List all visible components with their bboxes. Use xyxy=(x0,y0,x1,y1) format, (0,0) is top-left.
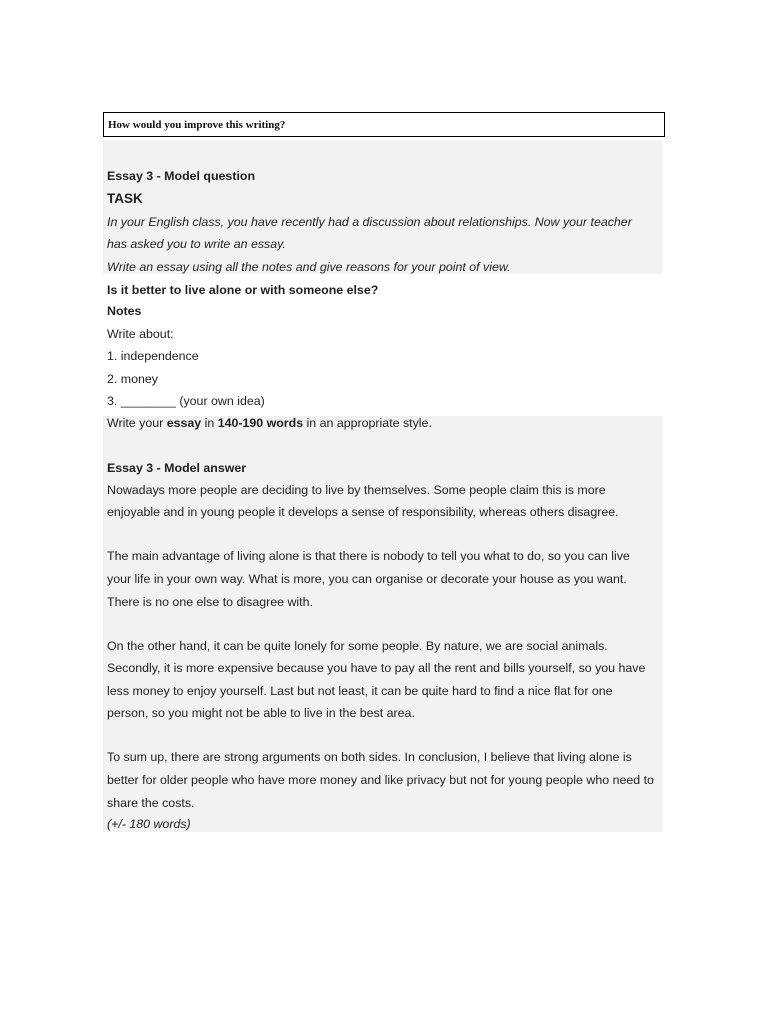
requirement-text: in xyxy=(201,416,218,430)
paragraph-3-line: less money to enjoy yourself. Last but not least, it can be quite hard to find a nice flat for one xyxy=(107,684,613,698)
answer-shade xyxy=(103,416,662,832)
word-count: (+/- 180 words) xyxy=(107,817,191,831)
paragraph-2-line: The main advantage of living alone is that there is nobody to tell you what to do, so you can live xyxy=(107,549,630,563)
requirement-text: in an appropriate style. xyxy=(303,416,432,430)
requirement-text: Write your xyxy=(107,416,167,430)
paragraph-2-line: There is no one else to disagree with. xyxy=(107,595,313,609)
paragraph-3-line: Secondly, it is more expensive because you have to pay all the rent and bills yourself, so you have xyxy=(107,661,646,675)
paragraph-4-line: To sum up, there are strong arguments on both sides. In conclusion, I believe that living alone is xyxy=(107,750,632,764)
paragraph-1-line: Nowadays more people are deciding to live by themselves. Some people claim this is more xyxy=(107,483,606,497)
requirement-essay: essay xyxy=(166,416,202,430)
paragraph-1-line: enjoyable and in young people it develops a sense of responsibility, whereas others disagree. xyxy=(107,505,619,519)
question-shade xyxy=(103,140,662,274)
essay-question: Is it better to live alone or with someone else? xyxy=(107,283,379,297)
task-label: TASK xyxy=(107,191,143,206)
notes-label: Notes xyxy=(107,304,142,318)
prompt-box xyxy=(103,112,665,137)
write-about: Write about: xyxy=(107,327,174,341)
paragraph-2-line: your life in your own way. What is more, you can organise or decorate your house as you want. xyxy=(107,572,627,586)
word-requirement xyxy=(107,415,432,431)
paragraph-3-line: On the other hand, it can be quite lonely for some people. By nature, we are social animals. xyxy=(107,639,608,653)
instruction-line-2: has asked you to write an essay. xyxy=(107,237,286,251)
note-item: 1. independence xyxy=(107,349,199,363)
instruction-line-1: In your English class, you have recently had a discussion about relationships. Now your teacher xyxy=(107,215,632,229)
instruction-line-3: Write an essay using all the notes and give reasons for your point of view. xyxy=(107,260,511,274)
requirement-word-range: 140-190 words xyxy=(217,416,304,430)
note-item: 3. ________ (your own idea) xyxy=(107,394,265,408)
question-heading: Essay 3 - Model question xyxy=(107,169,256,183)
answer-heading: Essay 3 - Model answer xyxy=(107,461,247,475)
paragraph-4-line: better for older people who have more money and like privacy but not for young people who need to xyxy=(107,773,654,787)
paragraph-3-line: person, so you might not be able to live in the best area. xyxy=(107,706,415,720)
prompt-text: How would you improve this writing? xyxy=(108,119,286,131)
paragraph-4-line: share the costs. xyxy=(107,796,195,810)
note-item: 2. money xyxy=(107,372,158,386)
